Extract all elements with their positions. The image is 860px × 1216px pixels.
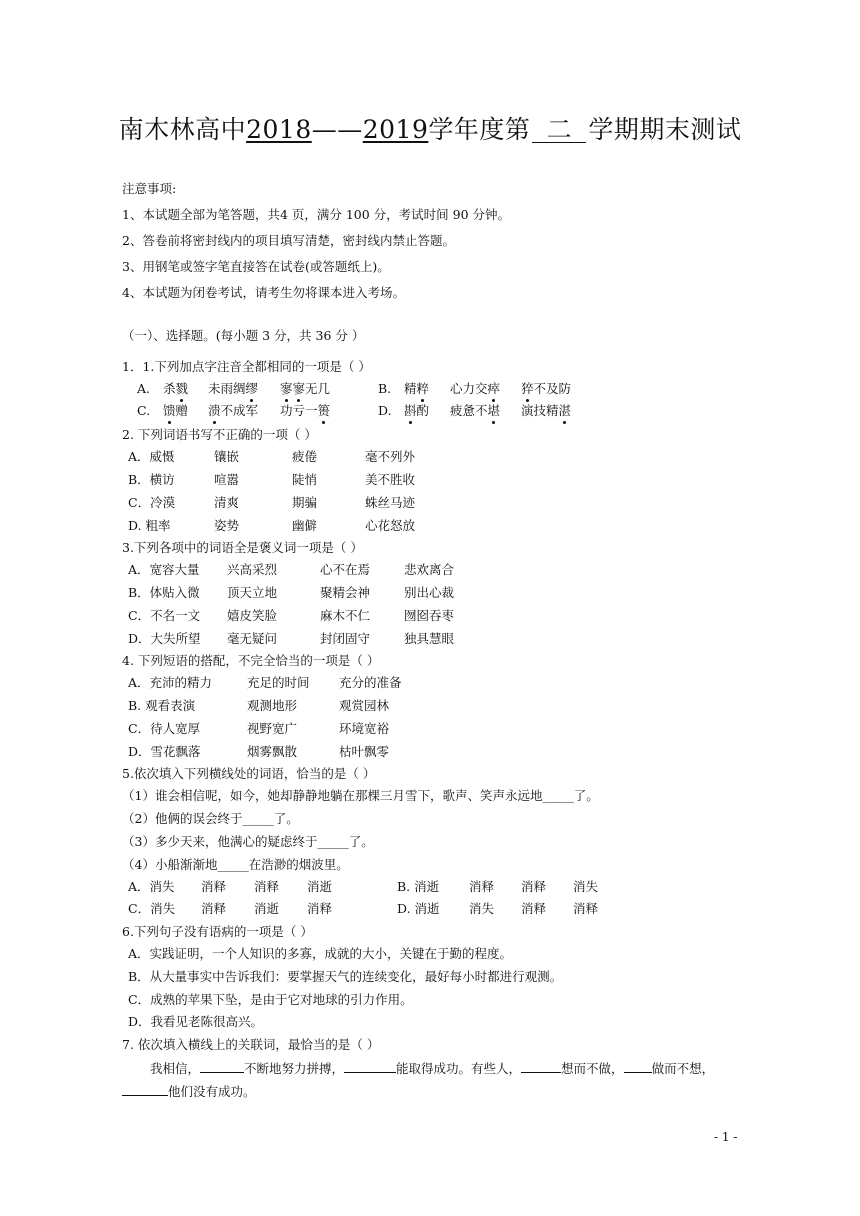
option-cell: 消释 [307,901,333,916]
option-word: 演技精湛 [521,403,572,418]
notes-heading: 注意事项: [122,181,177,196]
passage-text: 能取得成功。有些人， [396,1061,522,1076]
title-term: 二 [532,118,586,143]
exam-title [0,110,860,146]
fill-blank[interactable] [624,1058,652,1073]
option-cell: 兴高采烈 [227,562,278,577]
option-cell: 消失 [469,901,495,916]
notes-item-2: 2、答卷前将密封线内的项目填写清楚，密封线内禁止答题。 [122,233,455,248]
option-cell: 心花怒放 [365,518,416,533]
title-mid: 学年度第 [428,115,531,144]
option-cell: 嬉皮笑脸 [227,608,278,623]
option-word: 功亏一篑 [280,403,331,418]
option-cell: 观赏园林 [339,698,390,713]
question-6-stem: 6.下列句子没有语病的一项是（ ） [122,924,313,939]
option-cell: C．冷漠 [128,495,176,510]
option-cell: D. 粗率 [128,518,171,533]
title-prefix: 南木林高中 [118,115,247,144]
option-cell: C．不名一文 [128,608,201,623]
question-6-option-d: D．我看见老陈很高兴。 [128,1014,264,1029]
option-cell: C．待人宽厚 [128,721,201,736]
passage-text: 想而不做， [561,1061,624,1076]
option-word: 疲惫不堪 [450,403,501,418]
option-cell: 消释 [254,879,280,894]
page-number: - 1 - [714,1130,738,1144]
fill-blank[interactable] [122,1081,168,1096]
option-cell: 消释 [469,879,495,894]
option-cell: 毫无疑问 [227,631,278,646]
question-6-option-a: A．实践证明，一个人知识的多寡，成就的大小，关键在于勤的程度。 [128,946,513,961]
option-label: B. [378,381,392,396]
question-5-sentence-4: （4）小船渐渐地_____在浩渺的烟波里。 [122,857,349,872]
option-cell: 充分的准备 [339,675,402,690]
notes-item-4: 4、本试题为闭卷考试，请考生勿将课本进入考场。 [122,285,405,300]
option-word: 寥寥无几 [280,381,331,396]
question-5-sentence-3: （3）多少天来，他满心的疑虑终于_____了。 [122,834,374,849]
question-4-stem: 4. 下列短语的搭配，不完全恰当的一项是（ ） [122,653,380,668]
option-cell: 独具慧眼 [404,631,455,646]
passage-text: 不断地努力拼搏， [244,1061,345,1076]
option-cell: D．雪花飘落 [128,744,201,759]
option-cell: 疲倦 [292,449,318,464]
title-year-start: 2018 [246,115,312,144]
option-cell: 麻木不仁 [320,608,371,623]
option-word: 馈赠 [163,403,189,418]
fill-blank[interactable] [200,1058,244,1073]
option-cell: A．威慑 [128,449,175,464]
option-cell: 心不在焉 [320,562,371,577]
option-cell: 囫囵吞枣 [404,608,455,623]
option-cell: 环境宽裕 [339,721,390,736]
option-cell: 美不胜收 [365,472,416,487]
option-cell: 镶嵌 [214,449,240,464]
question-7-stem: 7. 依次填入横线上的关联词，最恰当的是（ ） [122,1037,380,1052]
option-cell: A．充沛的精力 [128,675,213,690]
option-cell: 幽僻 [292,518,318,533]
fill-blank[interactable] [521,1058,561,1073]
option-cell: 充足的时间 [247,675,310,690]
option-cell: 封闭固守 [320,631,371,646]
option-cell: 别出心裁 [404,585,455,600]
option-label: A. [137,381,151,396]
option-cell: B. 消逝 [397,879,440,894]
question-5-sentence-2: （2）他俩的误会终于_____了。 [122,811,299,826]
option-cell: 消失 [573,879,599,894]
option-cell: B．横访 [128,472,175,487]
option-cell: 消释 [201,901,227,916]
passage-text: 做而不想， [651,1061,715,1076]
question-2-stem: 2. 下列词语书写不正确的一项（ ） [122,427,317,442]
option-cell: A．消失 [128,879,175,894]
passage-text: 我相信， [150,1061,201,1076]
question-7-passage [150,1058,714,1078]
option-cell: 悲欢离合 [404,562,455,577]
option-word: 心力交瘁 [450,381,501,396]
option-cell: 陡悄 [292,472,318,487]
option-cell: 期骗 [292,495,318,510]
option-cell: C．消失 [128,901,176,916]
option-cell: 消释 [521,879,547,894]
option-cell: 聚精会神 [320,585,371,600]
option-cell: 烟雾飘散 [247,744,298,759]
notes-item-1: 1、本试题全部为笔答题，共4 页，满分 100 分，考试时间 90 分钟。 [122,207,511,222]
option-cell: B. 观看表演 [128,698,196,713]
option-cell: 毫不列外 [365,449,416,464]
section-heading: （一）、选择题。(每小题 3 分，共 36 分 ） [122,328,365,343]
passage-text: 他们没有成功。 [168,1084,256,1099]
option-label: D. [378,403,392,418]
option-cell: 消逝 [307,879,333,894]
question-5-sentence-1: （1）谁会相信呢，如今，她却静静地躺在那棵三月雪下，歌声、笑声永远地_____了。 [122,788,599,803]
option-cell: 清爽 [214,495,240,510]
option-cell: 蛛丝马迹 [365,495,416,510]
option-cell: D. 消逝 [397,901,440,916]
option-cell: 喧嚣 [214,472,240,487]
option-word: 猝不及防 [521,381,572,396]
option-cell: 消释 [201,879,227,894]
fill-blank[interactable] [344,1058,396,1073]
title-year-end: 2019 [362,115,429,144]
title-suffix: 学期期末测试 [588,115,742,144]
question-6-option-c: C．成熟的苹果下坠，是由于它对地球的引力作用。 [128,992,413,1007]
option-cell: A．宽容大量 [128,562,200,577]
option-cell: 枯叶飘零 [339,744,390,759]
option-cell: B．体贴入微 [128,585,200,600]
option-cell: 消释 [573,901,599,916]
option-cell: 顶天立地 [227,585,278,600]
option-cell: 消逝 [254,901,280,916]
notes-item-3: 3、用钢笔或签字笔直接答在试卷(或答题纸上)。 [122,259,390,274]
option-cell: 观测地形 [247,698,298,713]
question-5-stem: 5.依次填入下列横线处的词语，恰当的是（ ） [122,766,376,781]
option-cell: D．大失所望 [128,631,201,646]
option-cell: 姿势 [214,518,240,533]
option-cell: 视野宽广 [247,721,298,736]
option-word: 杀戮 [163,381,189,396]
option-word: 斟酌 [404,403,430,418]
option-cell: 消释 [521,901,547,916]
option-word: 未雨绸缪 [208,381,259,396]
option-word: 精粹 [404,381,430,396]
question-6-option-b: B．从大量事实中告诉我们：要掌握天气的连续变化，最好每小时都进行观测。 [128,969,563,984]
question-3-stem: 3.下列各项中的词语全是褒义词一项是（ ） [122,540,363,555]
option-word: 溃不成军 [208,403,259,418]
question-7-passage-end [122,1081,256,1101]
title-dash: —— [311,115,363,144]
question-1-stem: 1．1.下列加点字注音全都相同的一项是（ ） [122,359,371,374]
option-label: C. [137,403,151,418]
